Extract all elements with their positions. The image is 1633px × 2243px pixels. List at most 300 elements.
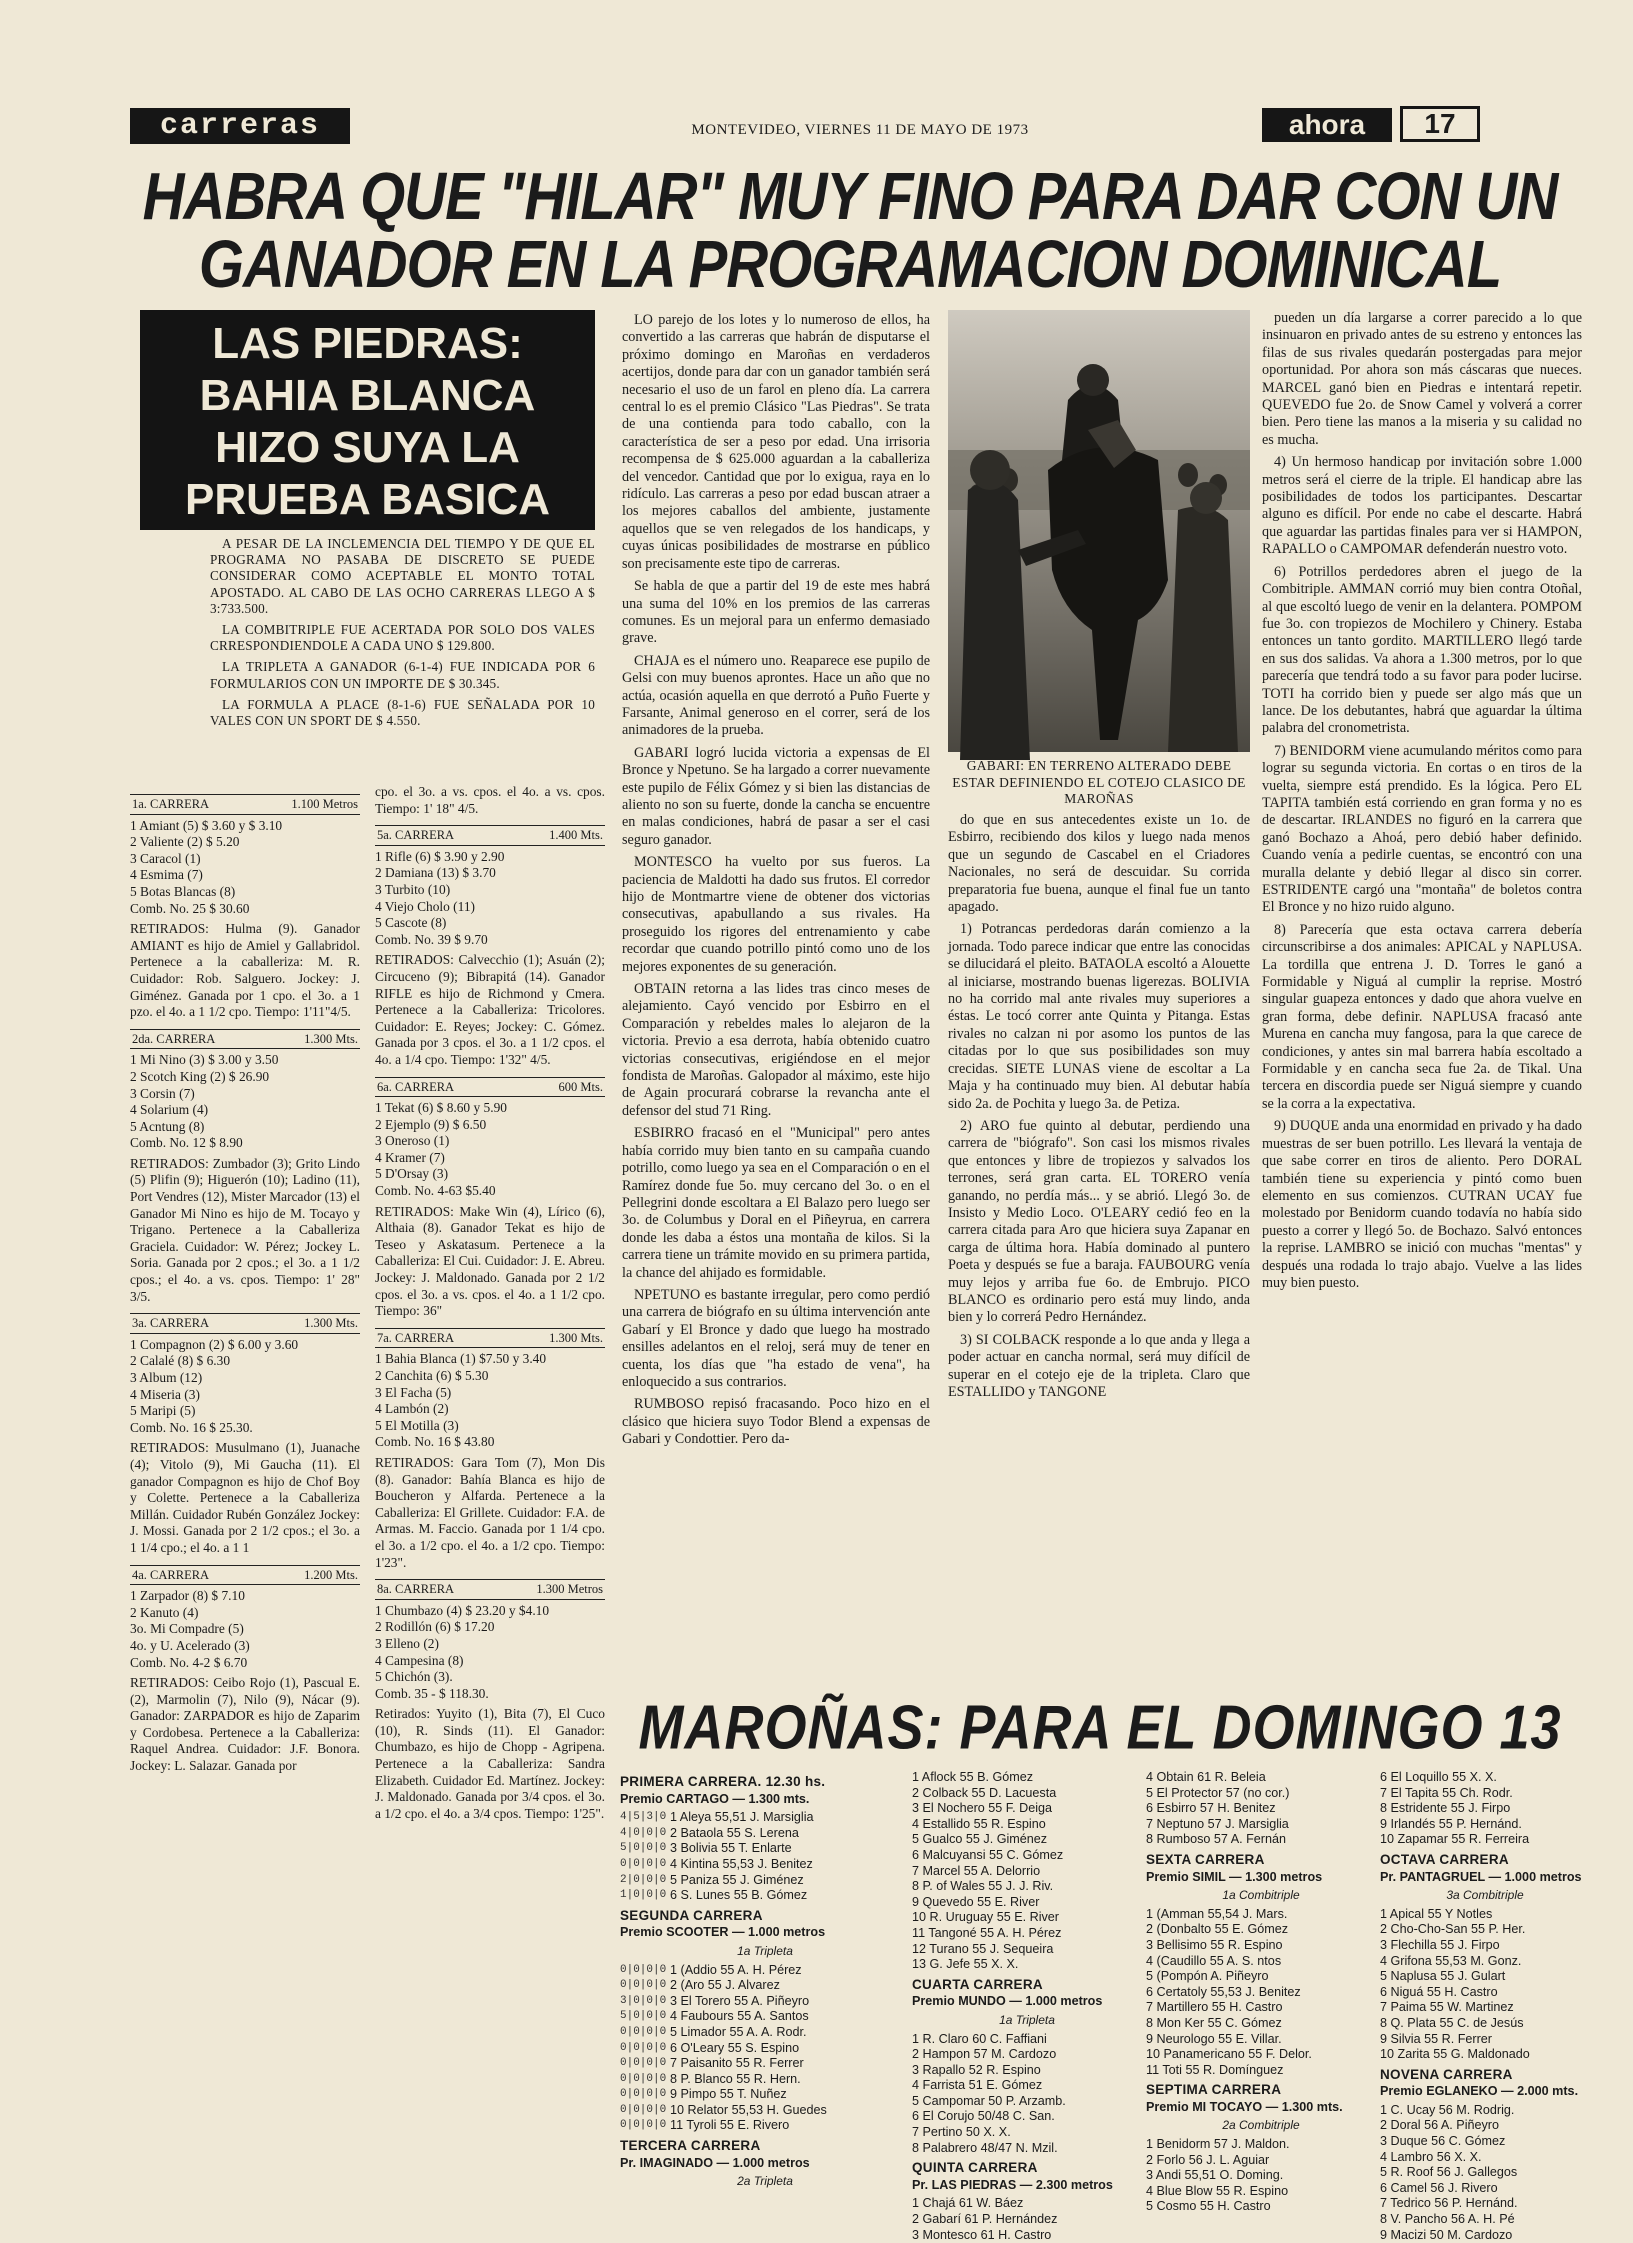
entry-horse: 4 Estallido 55 R. Espino [912,1816,1046,1831]
program-entry [912,1864,1142,1880]
program-race-heading: TERCERA CARRERA [620,2138,761,2154]
program-entry [1380,2000,1590,2016]
headline-line-2: GANADOR EN LA PROGRAMACION DOMINICAL [198,227,1502,302]
program-entry [1146,1817,1376,1833]
result-note: RETIRADOS: Calvecchio (1); Asuán (2); Circuceno (9); Bibrapitá (14). Ganador RIFLE es hijo de Richmond y Cmera. Pertenece a la Caballeriza: Tricolores. Cuidador: E. Reyes; Jockey: C. Gómez. Ganada por 3 cpos. el 3o. a 1 1/2 cpos. el 4o. a 1/4 cpo. Tiempo: 1'32" 4/5. [375,952,605,1067]
program-race-subtitle: 1a Tripleta [999,2012,1055,2027]
dateline: MONTEVIDEO, VIERNES 11 DE MAYO DE 1973 [691,122,1029,138]
program-entry [912,1801,1142,1817]
result-line: 3 El Facha (5) [375,1384,452,1400]
program-entry [912,2109,1142,2125]
entry-horse: 6 O'Leary 55 S. Espino [670,2040,800,2055]
program-entry [912,2125,1142,2141]
program-entry [912,1957,1142,1973]
result-line: 5 Maripi (5) [130,1403,196,1419]
article-paragraph: MONTESCO ha vuelto por sus fueros. La paciencia de Maldotti ha dado sus frutos. El corredor hijo de Montmartre viene de obtener dos victorias consecutivas, apabullando a sus rivales. Ha proseguido los rigores del entrenamiento y cabe recordar que cuando potrillo pintó como uno de los mejores exponentes de su generación. [622,854,930,975]
result-line: 4 Lambón (2) [375,1401,449,1417]
result-line: 1 Rifle (6) $ 3.90 y 2.90 [375,848,505,864]
photo-image [948,310,1250,752]
result-line: 2 Damiana (13) $ 3.70 [375,865,496,881]
program-race-heading: QUINTA CARRERA [912,2160,1038,2176]
main-headline [110,159,1590,302]
program-entry [620,1810,910,1826]
program-entry [1146,1770,1376,1786]
program-entry [1146,1907,1376,1923]
entry-form-record: 5|0|0|0 [620,2010,667,2023]
program-entry [620,1826,910,1842]
program-entry [1146,1786,1376,1802]
entry-horse: 12 Turano 55 J. Sequeira [912,1941,1054,1956]
article-paragraph: GABARI logró lucida victoria a expensas de El Bronce y Npetuno. Se ha largado a correr nuevamente este pupilo de Félix Gómez y si bien las distancias de aliento no son su fuerte, donde la cancha se encuentre en malas condiciones, habrá de pasar a ser el casi seguro ganador. [622,744,930,848]
result-line: 2 Canchita (6) $ 5.30 [375,1368,489,1383]
entry-horse: 4 Lambro 56 X. X. [1380,2149,1482,2164]
entry-form-record: 0|0|0|0 [620,1979,667,1992]
race-distance: 1.300 Mts. [549,1330,603,1345]
program-entry [1380,1832,1590,1848]
result-line: 5 Botas Blancas (8) [130,883,236,899]
article-paragraph: 8) Parecería que esta octava carrera debería circunscribirse a dos animales: APICAL y NAPLUSA. La tordilla que entrena J. D. Torres le ganó a Formidable y Niguá al cumplir la reprise. Mostró singular guapeza entonces y dado que ahora vuelve en gran forma, debe definir. NAPLUSA fracasó ante Murena en cancha muy fangosa, para la que carece de condiciones, y antes sin mal barrera había escoltado a Formidable y en cancha seca fue 2a. de Tikal. Una tercera en discordia puede ser Niguá siempre y cuando se la corra a la expectativa. [1262,921,1582,1112]
article-paragraph: NPETUNO es bastante irregular, pero como perdió una carrera de biógrafo en su última intervención ante Gabarí y El Bronce y dado que luego ha mostrado ensilles adelantos en el reloj, será muy de tener en cuenta, los días que "ha estado de vena", ha enloquecido a sus contrarios. [622,1286,930,1390]
entry-horse: 3 Duque 56 C. Gómez [1380,2134,1506,2149]
entry-horse: 3 Montesco 61 H. Castro [912,2227,1052,2242]
program-entry [1146,1969,1376,1985]
entry-horse: 9 Neurologo 55 E. Villar. [1146,2031,1282,2046]
result-line: 1 Bahia Blanca (1) $7.50 y 3.40 [375,1351,547,1367]
result-line: 5 Acntung (8) [130,1118,205,1134]
program-entry [620,1857,910,1873]
race-header [130,794,360,815]
entry-horse: 5 (Pompón A. Piñeyro [1146,1969,1269,1984]
entry-horse: 8 V. Pancho 56 A. H. Pé [1380,2212,1515,2227]
race-name: 3a. CARRERA [132,1316,210,1331]
entry-horse: 1 Aflock 55 B. Gómez [912,1770,1034,1784]
race-result [130,1565,360,1775]
result-line: 3 Caracol (1) [130,850,201,866]
entry-horse: 3 Rapallo 52 R. Espino [912,2062,1041,2077]
result-line: 4 Kramer (7) [375,1149,445,1165]
program-entry [1380,2134,1590,2150]
race-name: 8a. CARRERA [377,1582,455,1597]
result-note: RETIRADOS: Make Win (4), Lírico (6), Althaia (8). Ganador Tekat es hijo de Teseo y Askatasum. Pertenece a la Caballeriza: El Cui. Cuidador: J. E. Abreu. Jockey: J. Maldonado. Ganada por 2 1/2 cpos. el 3o. a vs. cpos. el 4o. a 1 1/2 cpo. Tiempo: 36" [375,1203,605,1319]
entry-horse: 2 Colback 55 D. Lacuesta [912,1785,1057,1800]
entry-horse: 8 Estridente 55 J. Firpo [1380,1801,1511,1816]
race-name: 4a. CARRERA [132,1567,210,1582]
program-entry [1380,2212,1590,2228]
entry-form-record: 0|0|0|0 [620,2103,667,2116]
entry-horse: 5 Campomar 50 P. Arzamb. [912,2093,1066,2108]
race-distance: 1.100 Metros [291,797,358,811]
entry-horse: 6 El Loquillo 55 X. X. [1380,1770,1497,1784]
program-entry [1380,1969,1590,1985]
entry-horse: 7 Paima 55 W. Martinez [1380,2000,1514,2015]
result-line: 5 D'Orsay (3) [375,1166,449,1182]
entry-horse: 5 Paniza 55 J. Giménez [670,1872,804,1887]
entry-horse: 5 R. Roof 56 J. Gallegos [1380,2165,1518,2180]
program-entry [912,1817,1142,1833]
race-result [375,825,605,1068]
entry-horse: 1 (Addio 55 A. H. Pérez [670,1962,802,1977]
article-column-2 [948,812,1250,1690]
headline-line-1: HABRA QUE "HILAR" MUY FINO PARA DAR CON UN [142,159,1558,234]
program-entry [620,2118,910,2134]
program-entry [620,2025,910,2041]
program-entry [620,2041,910,2057]
program-entry [912,1910,1142,1926]
entry-form-record: 4|0|0|0 [620,1826,667,1839]
entry-horse: 3 Bellisimo 55 R. Espino [1146,1937,1283,1952]
program-entry [620,1994,910,2010]
result-line: 4 Viejo Cholo (11) [375,898,475,914]
program-race-prize: Premio SCOOTER — 1.000 metros [620,1925,826,1940]
result-note: RETIRADOS: Gara Tom (7), Mon Dis (8). Ganador: Bahía Blanca es hijo de Boucheron y Alfarda. Pertenece a la Caballeriza: El Grillete. Cuidador: F.A. de Armas. M. Faccio. Ganada por 1 1/4 cpo. el 3o. a 1/2 cpo. el 4o. a 1/2 cpo. Tiempo: 1'23". [375,1454,605,1570]
program-entry [1146,2199,1376,2215]
program-entry [1380,1817,1590,1833]
entry-horse: 9 Silvia 55 R. Ferrer [1380,2031,1492,2046]
entry-form-record: 5|0|0|0 [620,1842,667,1855]
result-line: Comb. 35 - $ 118.30. [375,1685,489,1701]
program-entry [620,1963,910,1979]
race-header [130,1029,360,1050]
program-entry [912,2094,1142,2110]
entry-form-record: 0|0|0|0 [620,2025,667,2038]
article-paragraph: do que en sus antecedentes existe un 1o. de Esbirro, recibiendo dos kilos y luego nada menos que un segundo de Cascabel en el Criadores Nacionales, no será de descuidar. Su corrida preparatoria fue buena, aunque el final fue un tanto apagado. [948,812,1250,916]
race-name: 6a. CARRERA [377,1079,455,1094]
entry-horse: 7 Neptuno 57 J. Marsiglia [1146,1816,1289,1831]
race-result [130,1029,360,1306]
program-entry [912,2032,1142,2048]
entry-horse: 1 Aleya 55,51 J. Marsiglia [670,1810,814,1825]
entry-horse: 2 Hampon 57 M. Cardozo [912,2047,1057,2062]
result-line: Comb. No. 16 $ 25.30. [130,1419,253,1435]
result-line: 4 Miseria (3) [130,1386,200,1402]
article-column-1 [622,312,930,1690]
result-line: 3 Corsin (7) [130,1085,195,1101]
sidebar-box [140,310,595,530]
program-entry [1380,2103,1590,2119]
program-column-3 [1146,1770,1376,2214]
program-entry [1380,1985,1590,2001]
brand-logo [1262,108,1392,142]
entry-horse: 1 C. Ucay 56 M. Rodrig. [1380,2102,1515,2117]
entry-form-record: 4|5|3|0 [620,1811,667,1824]
result-note: RETIRADOS: Hulma (9). Ganador AMIANT es hijo de Amiel y Gallabridol. Pertenece a la caballeriza: M. R. Cuidador: Rob. Salguero. Jockey: J. Giménez. Ganada por 1 cpo. el 3o. a 1 pzo. el 4o. a 1 1/2 cpo. Tiempo: 1'11"4/5. [130,921,360,1020]
result-line: 2 Ejemplo (9) $ 6.50 [375,1116,487,1132]
program-entry [1380,1770,1590,1786]
program-entry [620,2072,910,2088]
entry-horse: 6 S. Lunes 55 B. Gómez [670,1888,808,1903]
entry-horse: 5 Limador 55 A. A. Rodr. [670,2024,807,2039]
program-entry [1380,2165,1590,2181]
entry-form-record: 0|0|0|0 [620,2057,667,2070]
section-label-text: carreras [159,109,321,143]
box-line-3: HIZO SUYA LA [215,423,520,472]
program-race-prize: Pr. IMAGINADO — 1.000 metros [620,2155,810,2170]
entry-horse: 11 Tyroli 55 E. Rivero [670,2118,790,2133]
entry-horse: 13 G. Jefe 55 X. X. [912,1957,1019,1972]
article-paragraph: 2) ARO fue quinto al debutar, perdiendo una carrera de "biógrafo". Son casi los mismos rivales que entonces y libre de tropiezos y salvados los terrones, será gran carta. EL TORERO venía ganando, no perdía más... y se abrió. Llegó 3o. de Insisto y Medio Loco. O'LEARY cedió feo en la carrera citada para Aro que hiciera suya Zapanar en carga de última hora. Había dominado al puntero Poeta y después se fue a baraja. FAUBOURG venía muy lejos y arriba fue 6o. de Embrujo. PICO BLANCO es ordinario pero está muy lindo, anda bien y lo correrá Pedro Hernández. [948,1117,1250,1326]
entry-form-record: 0|0|0|0 [620,1857,667,1870]
entry-horse: 4 (Caudillo 55 A. S. ntos [1146,1953,1282,1968]
program-entry [912,1832,1142,1848]
entry-horse: 8 P. Blanco 55 R. Hern. [670,2071,801,2086]
entry-horse: 6 Esbirro 57 H. Benitez [1146,1801,1276,1816]
result-line: 5 Chichón (3). [375,1669,453,1685]
summary-paragraph: LA COMBITRIPLE FUE ACERTADA POR SOLO DOS VALES CRRESPONDIENDOLE A CADA UNO $ 129.800. [210,622,595,654]
program-entry [1146,1832,1376,1848]
entry-horse: 2 (Aro 55 J. Alvarez [670,1978,780,1993]
race-result [375,1328,605,1571]
program-entry [1146,2000,1376,2016]
race-header [375,1579,605,1600]
result-line: 2 Rodillón (6) $ 17.20 [375,1619,495,1635]
program-entry [1380,1954,1590,1970]
result-note: RETIRADOS: Musulmano (1), Juanache (4); Vitolo (9), Mi Gaucha (11). El ganador Compagnon es hijo de Chof Boy y Colette. Pertenece a la Caballeriza Millán. Cuidador Rubén González Jockey: J. Mossi. Ganada por 2 1/2 cpos.; el 3o. a 1 1/4 cpo.; el 4o. a 1 1 [130,1440,360,1555]
result-line: Comb. No. 25 $ 30.60 [130,900,250,916]
program-race-prize: Premio CARTAGO — 1.300 mts. [620,1791,810,1806]
entry-horse: 2 Bataola 55 S. Lerena [670,1825,799,1840]
entry-horse: 3 El Nochero 55 F. Deiga [912,1801,1053,1816]
race-result [130,794,360,1021]
program-race-prize: Premio SIMIL — 1.300 metros [1146,1869,1323,1884]
program-entry [912,1848,1142,1864]
entry-horse: 2 Doral 56 A. Piñeyro [1380,2118,1500,2133]
program-entry [1380,2150,1590,2166]
program-entry [1380,1907,1590,1923]
result-line: Comb. No. 4-2 $ 6.70 [130,1654,248,1670]
result-line: 4 Esmima (7) [130,867,203,883]
program-race-prize: Premio EGLANEKO — 2.000 mts. [1380,2084,1579,2099]
result-line: 2 Valiente (2) $ 5.20 [130,834,240,850]
result-line: 3 Album (12) [130,1370,203,1385]
result-line: Comb. No. 16 $ 43.80 [375,1434,495,1450]
entry-horse: 8 P. of Wales 55 J. J. Riv. [912,1879,1054,1894]
result-line: 3o. Mi Compadre (5) [130,1621,244,1637]
result-line: 3 Oneroso (1) [375,1133,450,1149]
race-header [375,1077,605,1098]
race-name: 7a. CARRERA [377,1330,455,1345]
program-entry [912,1895,1142,1911]
program-entry [1146,2063,1376,2079]
entry-horse: 1 Apical 55 Y Notles [1380,1906,1493,1921]
result-line: 1 Mi Nino (3) $ 3.00 y 3.50 [130,1052,279,1068]
race-distance: 600 Mts. [558,1079,603,1094]
article-paragraph: 9) DUQUE anda una enormidad en privado y ha dado muestras de ser buen potrillo. Les llevará la ventaja de que sabe correr en tiros de aliento. Pero DORAL también tiene su experiencia y pintó como buen elemento en sus comienzos. CUTRAN UCAY fue molestado por Benidorm cuando todavía no había sido puesto a correr y llegó 5o. de Bochazo. Salvó entonces la reprise. LAMBRO se inició con muchas "mentas" y después una rodada lo trajo abajo. Vuelve a las lides muy bien puesto. [1262,1118,1582,1291]
article-paragraph: LO parejo de los lotes y lo numeroso de ellos, ha convertido a las carreras que habrán de disputarse el próximo domingo en Maroñas en verdaderos acertijos, donde para dar con un ganador también será necesario el uso de un farol en pleno día. La carrera central lo es el premio Clásico "Las Piedras". Se trata de una contienda para todo caballo, con la característica de ser a peso por edad. Una irrisoria recompensa de $ 625.000 aguardan a la caballeriza del vencedor. Cantidad que por lo exigua, raya en lo ridículo. Las carreras a peso por edad buscan atraer a los mejores caballos del ambiente, justamente aquellos que se ven relegados de los handicaps, y cuyas únicas posibilidades de mostrarse en público son precisamente este tipo de carreras. [622,312,930,572]
result-line: 5 El Motilla (3) [375,1417,459,1433]
program-entry [912,1926,1142,1942]
summary-paragraph: LA FORMULA A PLACE (8-1-6) FUE SEÑALADA POR 10 VALES CON UN SPORT DE $ 4.550. [210,696,595,729]
entry-form-record: 1|0|0|0 [620,1889,667,1902]
program-entry [1146,2153,1376,2169]
result-note: RETIRADOS: Zumbador (3); Grito Lindo (5) Plifin (9); Higuerón (10); Ladino (11), Port Vendres (12), Mister Marcador (13) el Ganador Mi Nino es hijo de M. Tocayo y Trigano. Pertenece a la Caballeriza Graciela. Cuidador: W. Pérez; Jockey L. Soria. Ganada por 2 cpos.; el 3o. a 1 1/2 cpos.; el 4o. a vs. cpos. Tiempo: 1' 28" 3/5. [130,1155,360,1304]
program-entry [912,2063,1142,2079]
entry-form-record: 0|0|0|0 [620,2072,667,2085]
entry-horse: 9 Quevedo 55 E. River [912,1894,1040,1909]
program-race-prize: Premio MI TOCAYO — 1.300 mts. [1146,2099,1343,2114]
entry-horse: 8 Mon Ker 55 C. Gómez [1146,2015,1282,2030]
program-entry [1380,2047,1590,2063]
entry-horse: 4 Grifona 55,53 M. Gonz. [1380,1953,1522,1968]
program-entry [1146,1801,1376,1817]
program-entry [1380,1922,1590,1938]
program-entry [912,1879,1142,1895]
program-entry [1380,2196,1590,2212]
summary-paragraph: A PESAR DE LA INCLEMENCIA DEL TIEMPO Y DE QUE EL PROGRAMA NO PASABA DE DISCRETO SE PUEDE CONSIDERAR COMO ACEPTABLE EL MONTO TOTAL APOSTADO. AL CABO DE LAS OCHO CARRERAS LLEGO A $ 3:733.500. [210,536,595,616]
page-number-text: 17 [1424,108,1456,139]
program-entry [620,1978,910,1994]
entry-horse: 8 Rumboso 57 A. Fernán [1146,1832,1287,1847]
program-entry [620,1888,910,1904]
entry-horse: 5 Cosmo 55 H. Castro [1146,2199,1271,2214]
entry-horse: 10 Panamericano 55 F. Delor. [1146,2047,1312,2062]
race-distance: 1.400 Mts. [549,828,603,843]
entry-horse: 4 Faubours 55 A. Santos [670,2009,809,2024]
entry-horse: 4 Farrista 51 E. Gómez [912,2078,1043,2093]
program-entry [1380,2118,1590,2134]
entry-horse: 1 Chajá 61 W. Báez [912,2196,1024,2211]
program-column-4 [1380,1770,1590,2242]
entry-horse: 6 Malcuyansi 55 C. Gómez [912,1847,1064,1862]
program-entry [1380,1786,1590,1802]
entry-horse: 9 Pimpo 55 T. Nuñez [670,2087,787,2102]
race-name: 2da. CARRERA [132,1031,216,1046]
program-entry [912,2228,1142,2243]
program-entry [912,1786,1142,1802]
result-line: 1 Amiant (5) $ 3.60 y $ 3.10 [130,817,283,833]
entry-horse: 1 Benidorm 57 J. Maldon. [1146,2137,1290,2152]
box-line-1: LAS PIEDRAS: [212,319,523,368]
entry-horse: 4 Kintina 55,53 J. Benitez [670,1856,813,1871]
entry-horse: 2 Forlo 56 J. L. Aguiar [1146,2152,1270,2167]
program-entry [1380,2032,1590,2048]
race-photo [948,310,1250,752]
entry-form-record: 0|0|0|0 [620,2088,667,2101]
program-entry [1146,1985,1376,2001]
result-note: RETIRADOS: Ceibo Rojo (1), Pascual E. (2), Marmolin (7), Nilo (9), Nácar (9). Ganador: ZARPADOR es hijo de Zaparim y Cordobesa. Pertenece a la Caballeriza: Raquel Andrea. Cuidador: J.F. Bonora. Jockey: L. Salazar. Ganada por [130,1675,360,1774]
article-paragraph: 4) Un hermoso handicap por invitación sobre 1.000 metros será el cierre de la triple. El handicap abre las posibilidades de todos los participantes. Descartar alguno es difícil. Por ende no cabe el descarte. Habrá que aguardar las partidas finales para ver si HAMPON, RAPALLO o CAMPOMAR defenderán nuestro voto. [1262,454,1582,558]
race-result [375,1077,605,1320]
entry-horse: 8 Q. Plata 55 C. de Jesús [1380,2015,1524,2030]
program-race-prize: Pr. LAS PIEDRAS — 2.300 metros [912,2177,1113,2192]
entry-horse: 2 Cho-Cho-San 55 P. Her. [1380,1922,1526,1937]
result-line: Comb. No. 4-63 $5.40 [375,1183,496,1199]
entry-horse: 6 Certatoly 55,53 J. Benitez [1146,1984,1301,1999]
race-header [130,1565,360,1586]
box-line-2: BAHIA BLANCA [199,371,536,420]
program-entry [912,2078,1142,2094]
summary-paragraph: LA TRIPLETA A GANADOR (6-1-4) FUE INDICADA POR 6 FORMULARIOS CON UN IMPORTE DE $ 30.345. [210,659,595,691]
entry-horse: 1 (Amman 55,54 J. Mars. [1146,1906,1288,1921]
result-line: 1 Compagnon (2) $ 6.00 y 3.60 [130,1336,299,1352]
race-header [130,1313,360,1334]
entry-horse: 8 Palabrero 48/47 N. Mzil. [912,2140,1058,2155]
program-entry [620,2009,910,2025]
program-entry [912,2141,1142,2157]
entry-horse: 4 Obtain 61 R. Beleia [1146,1770,1266,1784]
entry-form-record: 0|0|0|0 [620,1963,667,1976]
program-entry [1146,1938,1376,1954]
entry-form-record: 3|0|0|0 [620,1994,667,2007]
entry-horse: 5 El Protector 57 (no cor.) [1146,1785,1290,1800]
race-name: 5a. CARRERA [377,828,455,843]
article-paragraph: OBTAIN retorna a las lides tras cinco meses de alejamiento. Cayó vencido por Esbirro en el Comparación y rebeldes males lo alejaron de la victoria. Previo a esa derrota, había obtenido cuatro victorias consecutivas, erigiéndose en el mejor fondista de Maroñas. Galopador al máximo, este hijo de Again procurará cobrarse la revancha ante el defensor del stud 71 Ring. [622,981,930,1119]
program-race-prize: Pr. PANTAGRUEL — 1.000 metros [1380,1869,1582,1884]
program-entry [1146,2168,1376,2184]
program-race-subtitle: 2a Tripleta [737,2174,793,2189]
program-column-2 [912,1770,1142,2242]
entry-horse: 10 Zarita 55 G. Maldonado [1380,2047,1530,2062]
box-line-4: PRUEBA BASICA [184,475,551,524]
program-entry [912,2047,1142,2063]
race-header [375,1328,605,1349]
results-column-left [130,790,360,2040]
page-number [1400,106,1480,142]
entry-horse: 10 R. Uruguay 55 E. River [912,1910,1059,1925]
entry-horse: 5 Gualco 55 J. Giménez [912,1832,1048,1847]
program-entry [1146,2047,1376,2063]
entry-horse: 7 Paisanito 55 R. Ferrer [670,2056,804,2071]
program-entry [1146,1954,1376,1970]
program-entry [1380,1801,1590,1817]
entry-horse: 7 Marcel 55 A. Delorrio [912,1863,1041,1878]
entry-horse: 5 Naplusa 55 J. Gulart [1380,1969,1506,1984]
program-entry [912,2212,1142,2228]
race-result [375,1579,605,1822]
entry-horse: 1 R. Claro 60 C. Faffiani [912,2031,1047,2046]
entry-horse: 2 Gabarí 61 P. Hernández [912,2212,1058,2227]
program-race-prize: Premio MUNDO — 1.000 metros [912,1994,1103,2009]
program-race-heading: OCTAVA CARRERA [1380,1851,1509,1867]
program-title: MAROÑAS: PARA EL DOMINGO 13 [638,1693,1562,1763]
program-race-subtitle: 2a Combitriple [1222,2118,1300,2133]
program-entry [620,1841,910,1857]
entry-horse: 4 Blue Blow 55 R. Espino [1146,2183,1289,2198]
race-result [375,784,605,817]
result-line: 1 Tekat (6) $ 8.60 y 5.90 [375,1100,507,1116]
section-label [130,108,350,144]
result-line: 3 Elleno (2) [375,1635,439,1651]
result-line: 4o. y U. Acelerado (3) [130,1637,250,1653]
result-line: Comb. No. 12 $ 8.90 [130,1135,243,1151]
program-column-1 [620,1770,910,2189]
program-race-heading: SEGUNDA CARRERA [620,1907,763,1923]
entry-horse: 10 Zapamar 55 R. Ferreira [1380,1832,1530,1847]
entry-horse: 3 Flechilla 55 J. Firpo [1380,1937,1500,1952]
entry-form-record: 0|0|0|0 [620,2041,667,2054]
program-entry [1380,2016,1590,2032]
photo-caption: GABARI: EN TERRENO ALTERADO DEBE ESTAR DEFINIENDO EL COTEJO CLASICO DE MAROÑAS [952,758,1246,806]
program-entry [1380,2181,1590,2197]
program-entry [1146,2137,1376,2153]
result-line: 2 Kanuto (4) [130,1604,199,1620]
program-race-subtitle: 1a Tripleta [737,1943,793,1958]
article-paragraph: 3) SI COLBACK responde a lo que anda y llega a poder actuar en cancha normal, será muy difícil de superar en el cotejo eje de la tripleta. Claro que ESTALLIDO y TANGONE [948,1331,1250,1400]
result-note: cpo. el 3o. a vs. cpos. el 4o. a vs. cpos. Tiempo: 1' 18" 4/5. [375,784,605,816]
results-column-middle [375,780,605,2040]
program-race-heading: PRIMERA CARRERA. 12.30 hs. [620,1774,826,1789]
article-paragraph: ESBIRRO fracasó en el "Municipal" pero antes había corrido muy bien tanto en su campaña cuando potrillo, como luego ya sea en el Comparación o en el Ramírez donde fue 5o. muy cercano del 3o. o en el Pellegrini donde escoltara a El Balazo pero luego ser 3o. de Columbus y Doral en el Piñeyrua, en carrera donde les daba a éstos una montaña de kilos. Si la carrera tiene un trámite movido en su primera partida, la chance del ahijado es formidable. [622,1125,930,1281]
entry-horse: 6 El Corujo 50/48 C. San. [912,2109,1055,2124]
race-result [130,1313,360,1556]
result-line: 1 Zarpador (8) $ 7.10 [130,1588,245,1604]
entry-horse: 3 Bolivia 55 T. Enlarte [670,1841,792,1856]
entry-horse: 3 Andi 55,51 O. Doming. [1146,2168,1284,2183]
program-entry [1146,2016,1376,2032]
entry-horse: 7 Martillero 55 H. Castro [1146,2000,1283,2015]
entry-form-record: 2|0|0|0 [620,1873,667,1886]
program-entry [1380,2228,1590,2243]
program-entry [620,2087,910,2103]
